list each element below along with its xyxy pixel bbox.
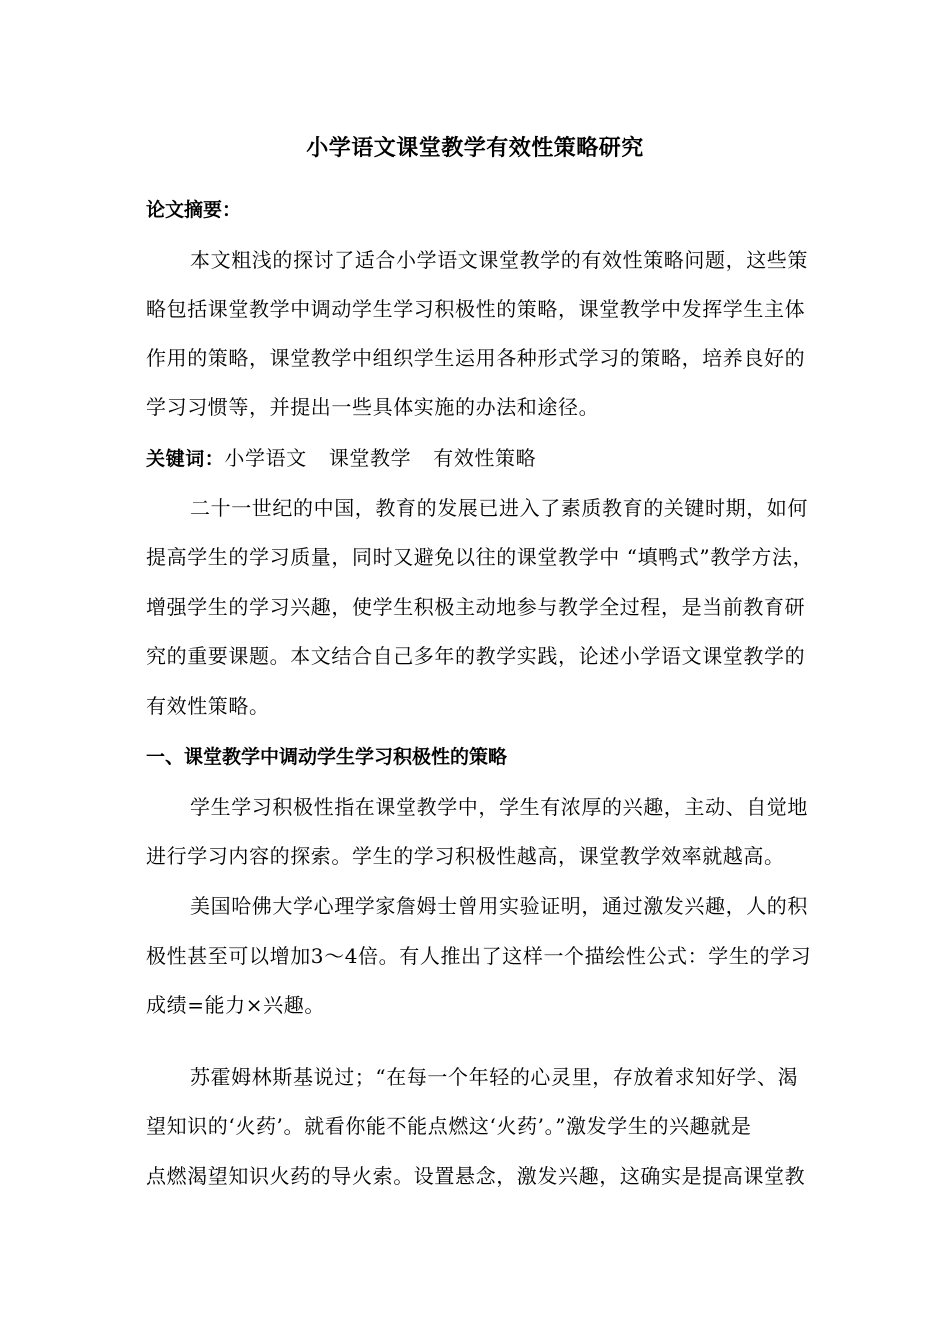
paragraph-line: 美国哈佛大学心理学家詹姆士曾用实验证明，通过激发兴趣，人的积 bbox=[190, 894, 808, 918]
intro-line: 提高学生的学习质量，同时又避免以往的课堂教学中 “填鸭式”教学方法， bbox=[146, 545, 814, 569]
abstract-line: 学习习惯等，并提出一些具体实施的办法和途径。 bbox=[146, 395, 600, 419]
abstract-line: 作用的策略，课堂教学中组织学生运用各种形式学习的策略，培养良好的 bbox=[146, 346, 806, 370]
section-heading: 一、课堂教学中调动学生学习积极性的策略 bbox=[146, 746, 508, 768]
intro-line: 有效性策略。 bbox=[146, 694, 270, 718]
keyword-item: 小学语文 bbox=[224, 446, 307, 470]
abstract-line: 略包括课堂教学中调动学生学习积极性的策略，课堂教学中发挥学生主体 bbox=[146, 297, 806, 321]
intro-line: 增强学生的学习兴趣，使学生积极主动地参与教学全过程，是当前教育研 bbox=[146, 595, 806, 619]
paragraph-line: 极性甚至可以增加3～4倍。有人推出了这样一个描绘性公式：学生的学习 bbox=[146, 944, 812, 968]
keyword-item: 课堂教学 bbox=[328, 446, 412, 470]
abstract-line: 本文粗浅的探讨了适合小学语文课堂教学的有效性策略问题，这些策 bbox=[190, 248, 808, 272]
page-title: 小学语文课堂教学有效性策略研究 bbox=[306, 136, 644, 161]
abstract-label: 论文摘要： bbox=[146, 199, 242, 221]
paragraph-line: 望知识的‘火药’。就看你能不能点燃这‘火药’。”激发学生的兴趣就是 bbox=[146, 1114, 752, 1138]
keywords-row bbox=[146, 444, 536, 473]
paragraph-line: 点燃渴望知识火药的导火索。设置悬念，激发兴趣，这确实是提高课堂教 bbox=[146, 1164, 806, 1188]
keywords-label: 关键词： bbox=[146, 448, 225, 470]
intro-line: 究的重要课题。本文结合自己多年的教学实践，论述小学语文课堂教学的 bbox=[146, 644, 806, 668]
paragraph-line: 进行学习内容的探索。学生的学习积极性越高，课堂教学效率就越高。 bbox=[146, 844, 785, 868]
paragraph-line: 成绩=能力×兴趣。 bbox=[146, 993, 325, 1017]
paragraph-line: 苏霍姆林斯基说过；“在每一个年轻的心灵里，存放着求知好学、渴 bbox=[190, 1065, 799, 1089]
paragraph-line: 学生学习积极性指在课堂教学中，学生有浓厚的兴趣，主动、自觉地 bbox=[190, 795, 808, 819]
intro-line: 二十一世纪的中国，教育的发展已进入了素质教育的关键时期，如何 bbox=[190, 496, 808, 520]
keyword-item: 有效性策略 bbox=[433, 446, 537, 470]
